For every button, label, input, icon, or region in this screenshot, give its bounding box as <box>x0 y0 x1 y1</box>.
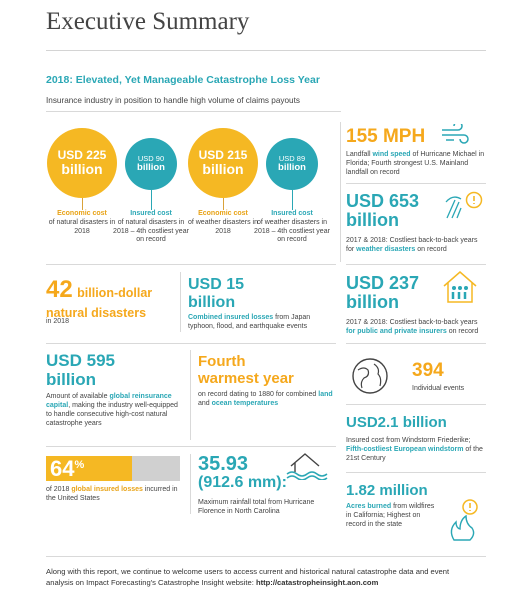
column-divider <box>340 122 341 262</box>
rainfall-text: Maximum rainfall total from Hurricane Florence in North Carolina <box>198 499 315 516</box>
warmest-year-text <box>198 390 333 408</box>
circle-unit: billion <box>202 160 244 177</box>
circle-unit: billion <box>61 160 103 177</box>
value-line: 35.93 <box>198 453 249 475</box>
caption-text: of natural disasters in 2018 – 4th costliest year on record <box>113 218 189 244</box>
column-divider <box>180 272 181 332</box>
circle-insured-weather <box>266 138 318 190</box>
usd595-value <box>46 352 115 389</box>
text-span: Along with this report, we continue to welcome users to access current and historical natural catastrophe data and event analysis on Impact Forecasting's Catastrophe Insight website: <box>46 567 450 587</box>
text-span: and <box>198 400 212 408</box>
value-line: billion <box>346 209 399 230</box>
lead-divider <box>46 111 341 112</box>
text-span: of the 21st Century <box>346 446 483 463</box>
count-label: billion-dollar natural disasters <box>46 286 153 320</box>
caption-economic-weather <box>183 210 263 236</box>
caption-heading: Insured cost <box>271 210 313 217</box>
value-line: Fourth <box>198 353 246 370</box>
value-line: billion <box>188 293 236 311</box>
globe-icon <box>350 356 390 401</box>
row-divider <box>346 404 486 405</box>
highlight-span: global reinsurance capital <box>46 393 172 410</box>
text-span: on record dating to 1880 for combined <box>198 391 319 398</box>
row-divider <box>346 343 486 344</box>
caption-insured-natural <box>111 210 191 245</box>
lead-text: Insurance industry in position to handle high volume of claims payouts <box>46 96 300 105</box>
section-subtitle: 2018: Elevated, Yet Manageable Catastrophe Loss Year <box>46 74 320 86</box>
usd15-text <box>188 313 333 331</box>
connector-line <box>151 190 152 210</box>
connector-line <box>223 198 224 210</box>
row-divider <box>346 264 486 265</box>
caption-text: of weather disasters in 2018 – 4th costliest year on record <box>254 218 330 244</box>
value-line: USD 15 <box>188 276 245 293</box>
text-span: of Hurricane Michael in Florida; Fourth strongest U.S. Mainland landfall on record <box>346 151 485 177</box>
caption-heading: Economic cost <box>57 210 107 217</box>
highlight-span: Acres burned <box>346 503 392 510</box>
circle-insured-natural <box>125 138 177 190</box>
value-line: warmest year <box>198 369 294 387</box>
circle-value: USD 89 <box>278 154 306 164</box>
percent-value <box>50 456 84 484</box>
text-span: Amount of available <box>46 393 110 400</box>
footer-text <box>46 566 476 588</box>
caption-text: of weather disasters in 2018 <box>187 218 259 235</box>
text-span: Insured cost from Windstorm Friederike; <box>346 437 471 444</box>
billion-dollar-block <box>46 276 176 322</box>
text-span: Landfall <box>346 151 373 158</box>
text-span: from Japan typhoon, flood, and earthquake events <box>188 314 311 331</box>
footer-divider <box>46 556 486 557</box>
row-divider <box>46 343 336 344</box>
wind-speed-value: 155 MPH <box>346 126 426 147</box>
house-people-icon <box>440 268 484 311</box>
highlight-span: weather disasters <box>356 246 416 254</box>
text-span: 2017 & 2018: Costliest back-to-back years for <box>346 237 478 254</box>
fire-warning-icon <box>446 498 486 547</box>
flood-house-icon <box>285 450 329 485</box>
windstorm-text <box>346 436 486 463</box>
value-line: billion <box>346 291 399 312</box>
text-span: on record <box>446 328 479 336</box>
value-line: billion <box>46 369 97 389</box>
highlight-span: global insured losses <box>71 486 143 493</box>
windstorm-value: USD2.1 billion <box>346 414 447 431</box>
wind-speed-text <box>346 150 486 177</box>
caption-heading: Insured cost <box>130 210 172 217</box>
header-divider <box>46 50 486 51</box>
circle-unit: billion <box>137 161 165 173</box>
connector-line <box>292 190 293 210</box>
connector-line <box>82 198 83 210</box>
value-line: USD 595 <box>46 351 115 370</box>
events-label: Individual events <box>412 385 465 392</box>
text-span: of 2018 <box>46 486 72 493</box>
acres-value: 1.82 million <box>346 482 428 499</box>
circle-economic-natural <box>47 128 117 198</box>
caption-economic-natural <box>42 210 122 236</box>
text-span: , making the industry well-equipped to handle consecutive high-cost natural catastrophe years <box>46 402 178 428</box>
rainfall-value <box>198 454 287 492</box>
percent-number: 64 <box>50 456 75 481</box>
weather-653-value <box>346 192 419 230</box>
value-line: USD 237 <box>346 273 420 293</box>
circle-value: USD 225 <box>57 148 107 163</box>
percent-symbol: % <box>74 459 85 471</box>
row-divider <box>46 264 336 265</box>
caption-heading: Economic cost <box>198 210 248 217</box>
value-line: USD 653 <box>346 191 420 211</box>
billion-dollar-sub: in 2018 <box>46 318 69 325</box>
events-count: 394 <box>412 360 444 381</box>
page-title: Executive Summary <box>46 8 250 35</box>
wind-icon <box>440 124 470 149</box>
highlight-span: Fifth-costliest European windstorm <box>346 446 464 454</box>
count-value: 42 <box>46 276 73 303</box>
percent-text <box>46 485 186 503</box>
acres-text <box>346 502 441 529</box>
circle-economic-weather <box>188 128 258 198</box>
text-span: on record <box>415 246 447 254</box>
caption-insured-weather <box>252 210 332 245</box>
highlight-span: land <box>318 391 333 398</box>
weather-653-text <box>346 236 486 254</box>
highlight-span: ocean temperatures <box>211 400 279 408</box>
footer-link[interactable]: http://catastropheinsight.aon.com <box>255 578 379 587</box>
text-span: incurred in the United States <box>46 486 178 503</box>
text-span: from wildfires in California; Highest on record in the state <box>346 503 435 529</box>
storm-warning-icon <box>443 190 483 225</box>
row-divider <box>346 183 486 184</box>
column-divider <box>190 454 191 514</box>
highlight-span: Combined insured losses <box>188 314 274 321</box>
circle-value: USD 90 <box>137 154 165 164</box>
column-divider <box>190 350 191 440</box>
usd15-value <box>188 276 244 311</box>
text-span: 2017 & 2018: Costliest back-to-back years <box>346 319 478 326</box>
row-divider <box>46 446 336 447</box>
caption-text: of natural disasters in 2018 <box>48 218 116 235</box>
highlight-span: for public and private insurers <box>346 328 447 336</box>
row-divider <box>346 472 486 473</box>
warmest-year-value <box>198 354 294 387</box>
value-line: (912.6 mm): <box>198 474 287 491</box>
usd595-text <box>46 392 181 428</box>
circle-value: USD 215 <box>198 148 248 163</box>
usd237-value <box>346 274 419 312</box>
highlight-span: wind speed <box>372 151 411 158</box>
usd237-text <box>346 318 488 336</box>
circle-unit: billion <box>278 161 306 173</box>
